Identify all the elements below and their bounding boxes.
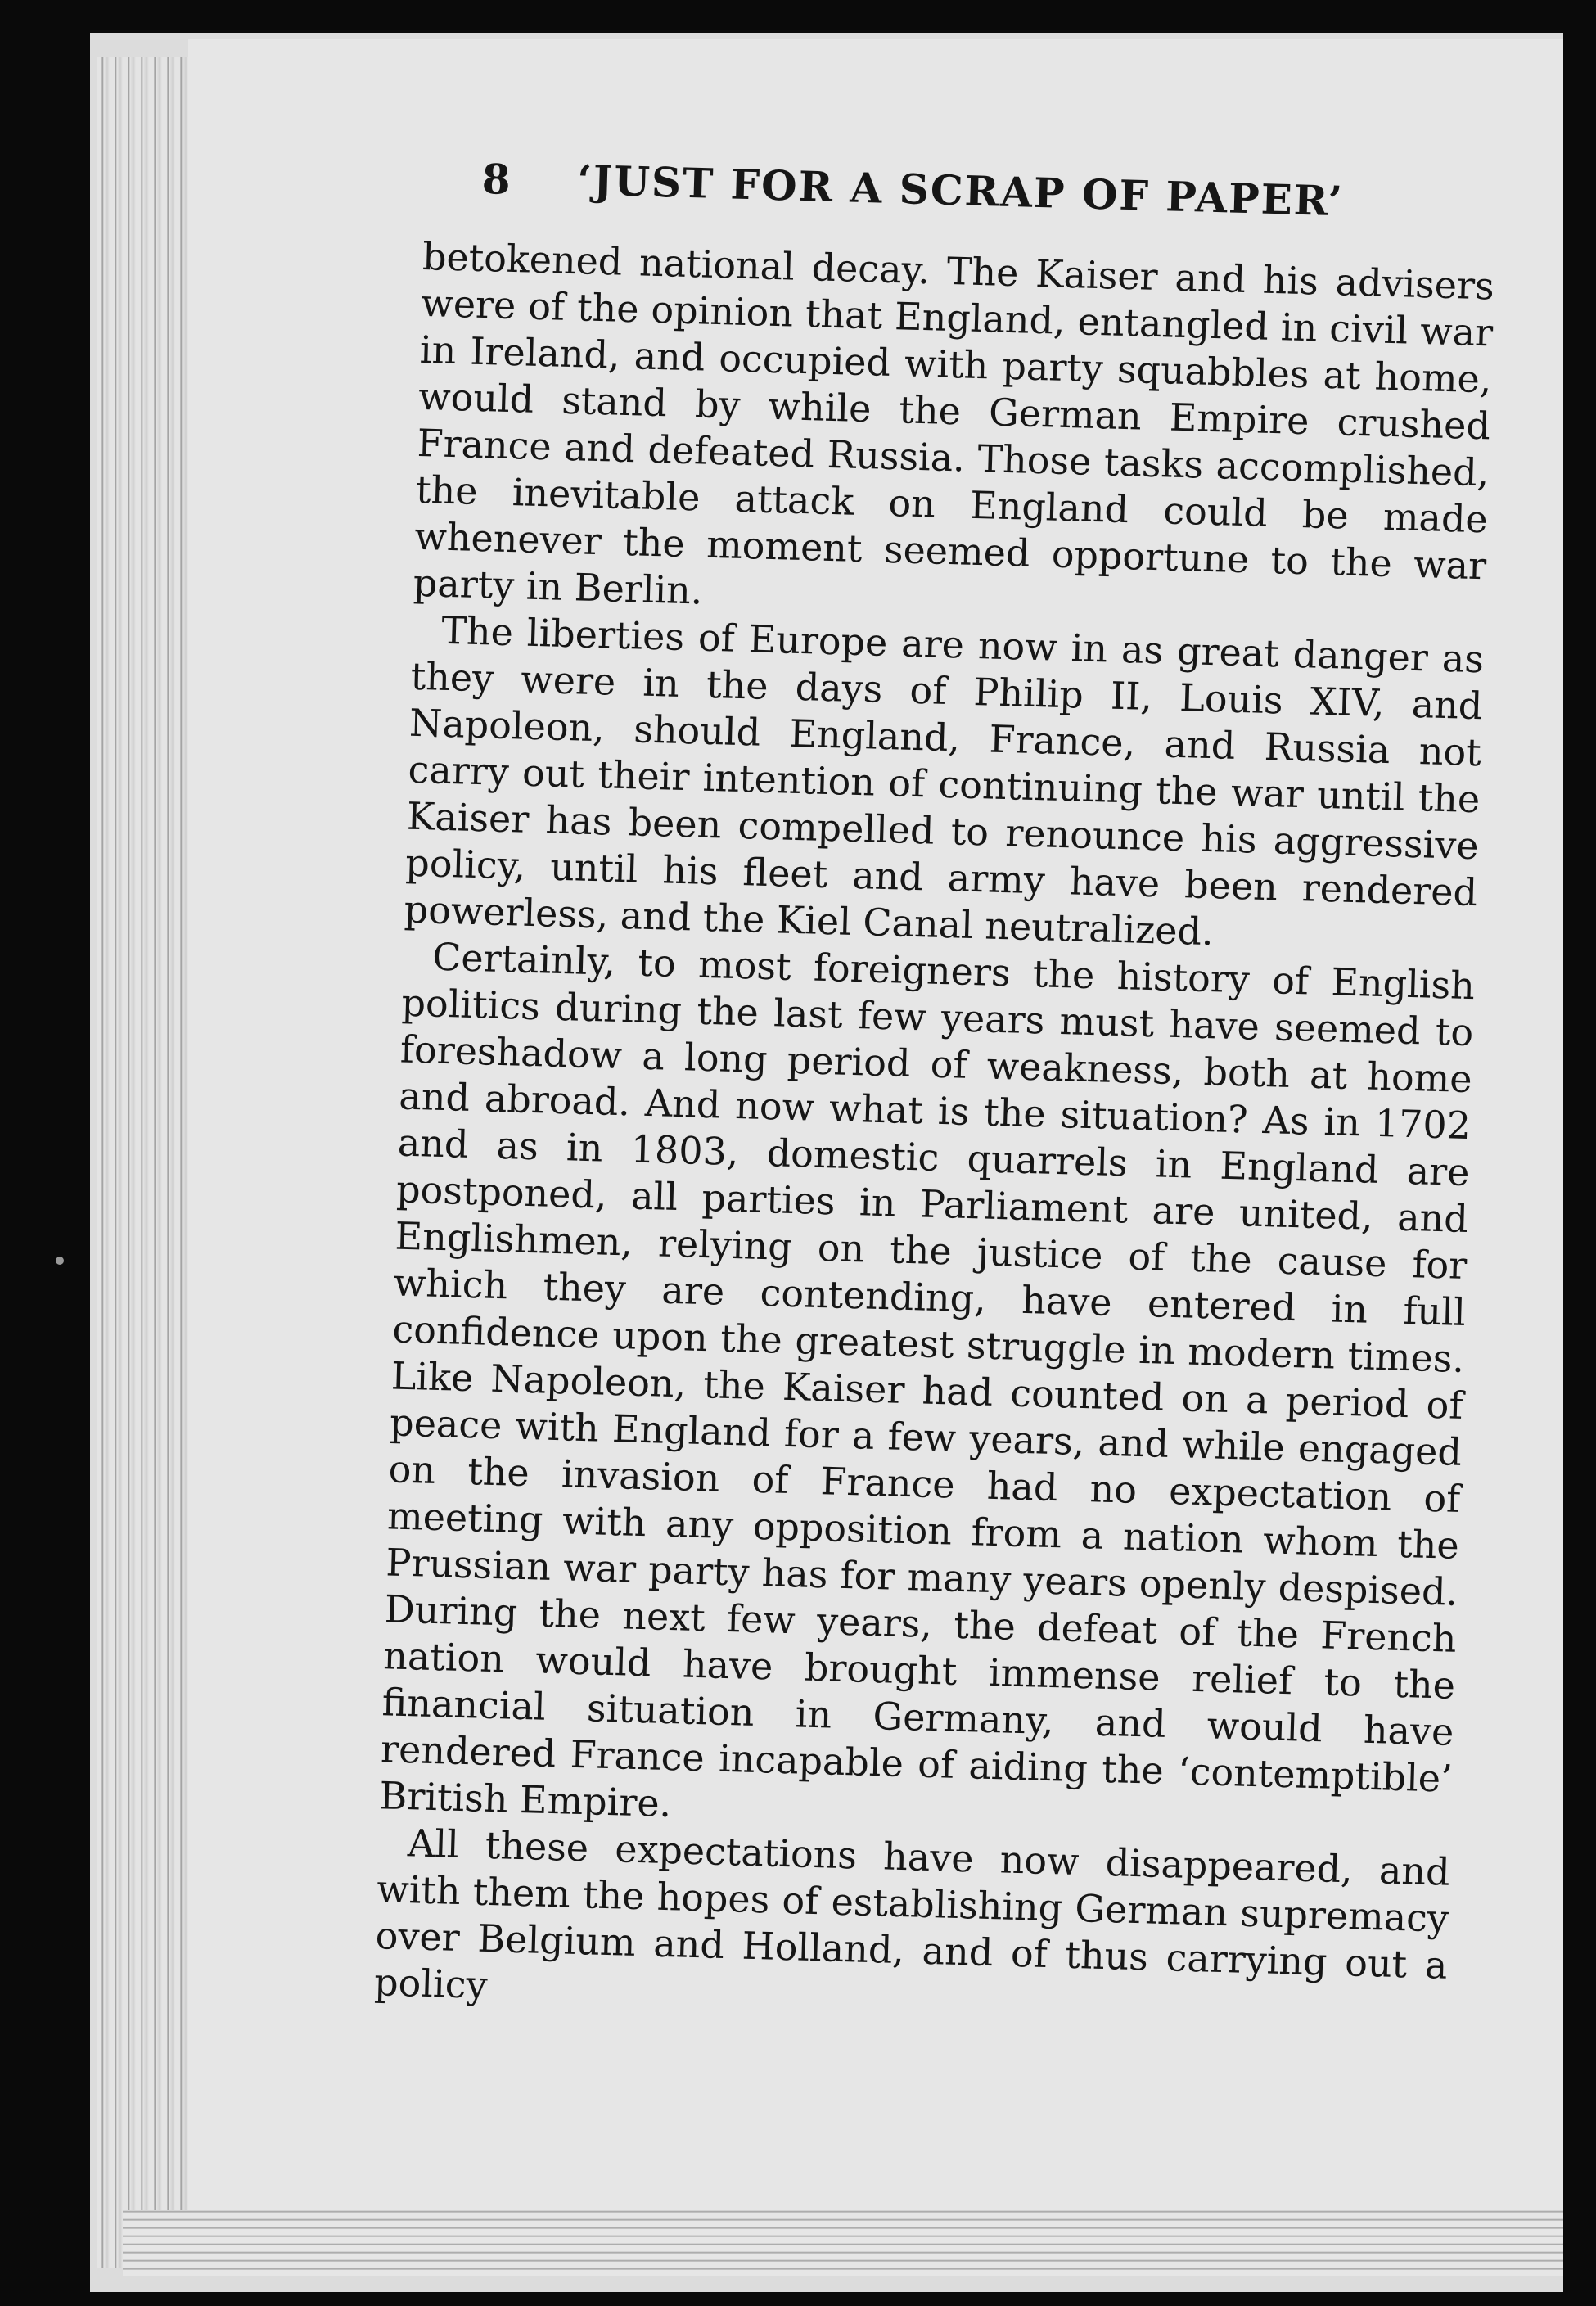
body-text <box>373 233 1495 2036</box>
paragraph: The liberties of Europe are now in as great danger as they were in the days of Philip II, Louis XIV, and Napoleon, should England, France, and Russia not carry out their intention of continuing the war until the Kaiser has been compelled to renounce his aggressive policy, until his fleet and army have been rendered powerless, and the Kiel Canal neutralized. <box>404 607 1485 954</box>
running-title: ‘JUST FOR A SCRAP OF PAPER’ <box>576 156 1345 226</box>
bottom-page-edges <box>123 2210 1563 2276</box>
page-content <box>373 143 1497 2036</box>
page-number: 8 <box>480 154 512 204</box>
paragraph: betokened national decay. The Kaiser and his advisers were of the opinion that England, entangled in civil war in Ireland, and occupied with party squabbles at home, would stand by while the German Empire crushed France and defeated Russia. Those tasks accomplished, the inevitable attack on England could be made whenever the moment seemed opportune to the war party in Berlin. <box>413 233 1495 613</box>
paragraph: Certainly, to most foreigners the history of English politics during the last few years must have seemed to foreshadow a long period of weakness, both at home and abroad. And now what is the situation? As in 1702 and as in 1803, domestic quarrels in England are postponed, all parties in Parliament are united, and Englishmen, relying on the justice of the cause for which they are contending, have entered in full confidence upon the greatest struggle in modern times. Like Napoleon, the Kaiser had counted on a period of peace with England for a few years, and while engaged on the invasion of France had no expectation of meeting with any opposition from a nation whom the Prussian war party has for many years openly despised. During the next few years, the defeat of the French nation would have brought immense relief to the financial situation in Germany, and would have rendered France incapable of aiding the ‘contemptible’ British Empire. <box>378 934 1476 1826</box>
scan-speck <box>56 1257 64 1265</box>
paragraph: All these expectations have now disappeared, and with them the hopes of establishing German supremacy over Belgium and Holland, and of thus carrying out a policy <box>373 1821 1451 2007</box>
